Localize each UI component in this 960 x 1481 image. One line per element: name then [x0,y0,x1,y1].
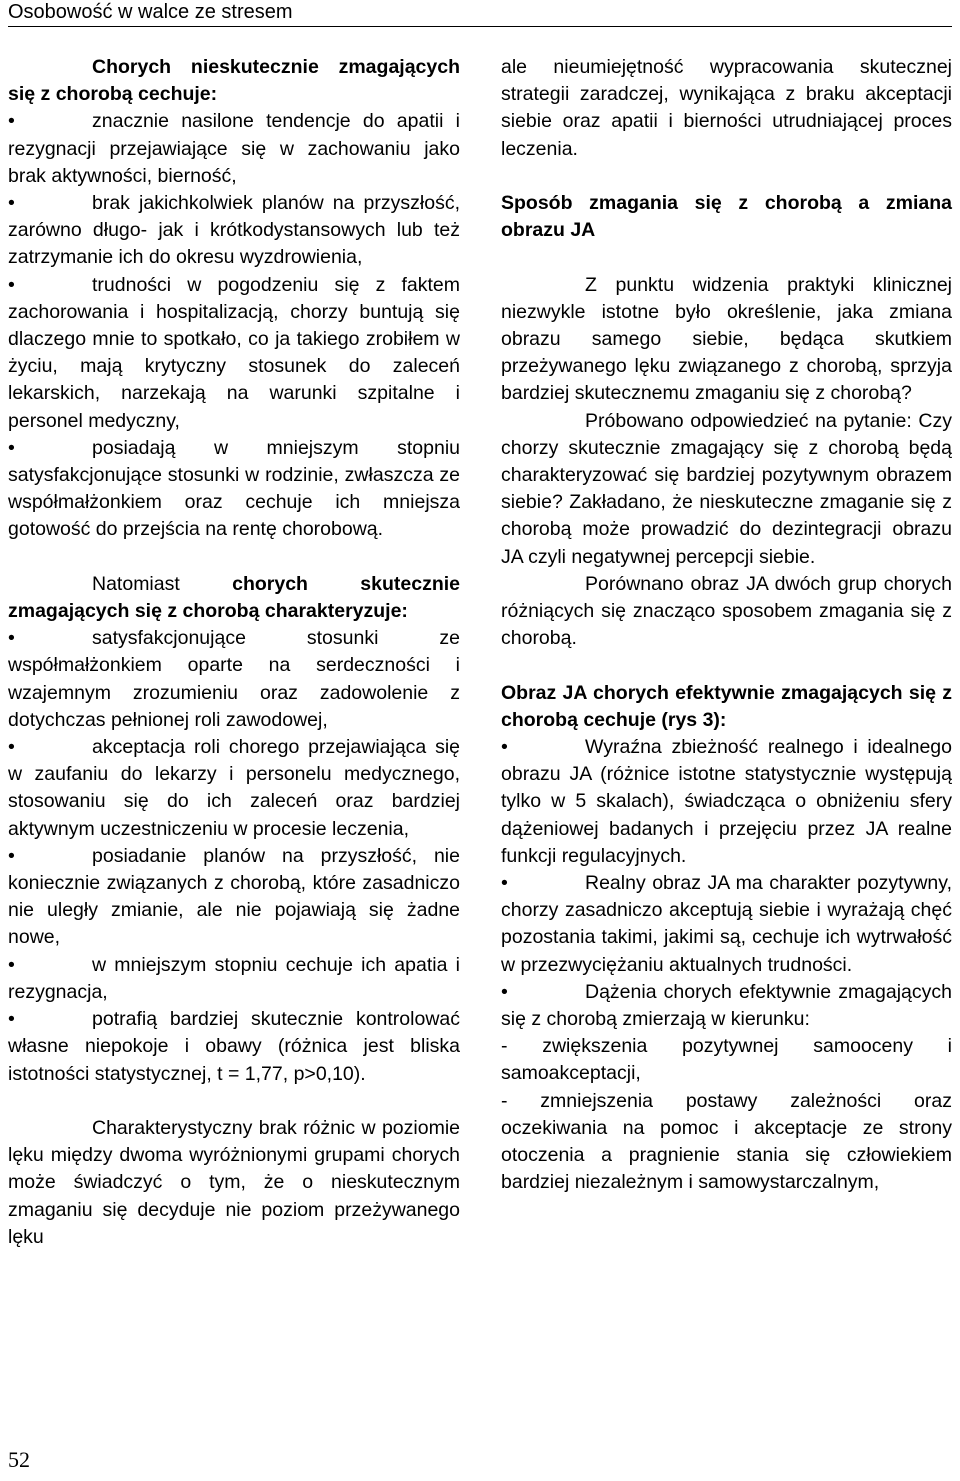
page-number: 52 [8,1447,30,1472]
bullet-icon: • [8,627,15,650]
bullet-icon: • [501,872,508,895]
bullet-icon: • [8,192,15,215]
list-item: • potrafią bardziej skutecznie kontrolować własne niepokoje i obawy (różnica jest bliska istotności statystycznej, t = 1,77, p>0,10). [8,1008,460,1085]
paragraph-continuation: ale nieumiejętność wypracowania skutecznej strategii zaradczej, wynikająca z braku akceptacji siebie oraz apatii i bierności utrudniającej proces leczenia. [501,56,952,160]
list-item: • Wyraźna zbieżność realnego i idealnego obrazu JA (różnice istotne statystycznie występują tylko w 5 skalach), świadcząca o obniżeniu sfery dążeniowej badanych i przejęciu przez JA realne funkcji regulacyjnych. [501,736,952,867]
bullet-icon: • [8,736,15,759]
bullet-icon: • [8,273,15,296]
paragraph-anxiety: Charakterystyczny brak różnic w poziomie lęku między dwoma wyróżnionymi grupami chorych może świadczyć o tym, że o nieskutecznym zmaganiu się decyduje nie poziom przeżywanego lęku [8,1116,460,1248]
list-item: • posiadają w mniejszym stopniu satysfakcjonujące stosunki w rodzinie, zwłaszcza ze współmałżonkiem oraz cechuje ich mniejsza gotowość do przejścia na rentę chorobową. [8,436,460,541]
paragraph-clinical: Z punktu widzenia praktyki klinicznej niezwykle istotne było określenie, jaka zmiana obrazu samego siebie, będąca skutkiem przeżywanego lęku związanego z chorobą, sprzyja bardziej skutecznemu zmaganiu się z chorobą? [501,273,952,405]
list-item: • akceptacja roli chorego przejawiająca się w zaufaniu do lekarzy i personelu medycznego, stosowaniu się do ich zaleceń oraz bardziej aktywnym uczestniczeniu w procesie leczenia, [8,736,460,840]
heading-effective-coping: Natomiast chorych skutecznie zmagających się z chorobą charakteryzuje: [8,572,460,623]
list-item: • w mniejszym stopniu cechuje ich apatia i rezygnacja, [8,953,460,1003]
bullet-icon: • [501,736,508,759]
bullet-icon: • [8,953,15,976]
list-item: • Dążenia chorych efektywnie zmagających się z chorobą zmierzają w kierunku: [501,980,952,1031]
effective-coping-list [8,625,460,1087]
list-item: • satysfakcjonujące stosunki ze współmałżonkiem oparte na serdeczności i wzajemnym zrozumieniu oraz zadowolenie z dotychczas pełnionej roli zawodowej, [8,627,460,731]
bullet-icon: • [8,110,15,133]
bullet-icon: • [8,844,15,867]
right-column [501,54,952,1196]
paragraph-comparison: Porównano obraz JA dwóch grup chorych różniących się znacząco sposobem zmagania się z chorobą. [501,572,952,650]
bullet-icon: • [8,436,15,459]
bullet-icon: • [501,980,508,1003]
section-heading: Sposób zmagania się z chorobą a zmiana obrazu JA [501,192,952,242]
dash-item: - zmniejszenia postawy zależności oraz oczekiwania na pomoc i akceptacje ze strony otoczenia a pragnienie stania się człowiekiem bardziej niezależnym i samowystarczalnym, [501,1089,952,1194]
self-image-list [501,734,952,1033]
ineffective-coping-list [8,108,460,543]
list-item: • brak jakichkolwiek planów na przyszłość, zarówno długo- jak i krótkodystansowych lub też zatrzymanie ich do okresu wyzdrowienia, [8,192,460,269]
running-head: Osobowość w walce ze stresem [8,0,952,27]
list-item: • znacznie nasilone tendencje do apatii i rezygnacji przejawiające się w zachowaniu jako brak aktywności, bierność, [8,110,460,187]
paragraph-question: Próbowano odpowiedzieć na pytanie: Czy chorzy skutecznie zmagający się z chorobą będą charakteryzować się bardziej pozytywnym obrazem siebie? Zakładano, że nieskuteczne zmaganie się z chorobą może prowadzić do dezintegracji obrazu JA czyli negatywnej percepcji siebie. [501,409,952,568]
left-column [8,54,460,1251]
heading-ineffective-coping: Chorych nieskutecznie zmagających się z chorobą cechuje: [8,56,460,106]
dash-item: - zwiększenia pozytywnej samooceny i samoakceptacji, [501,1035,952,1085]
list-item: • Realny obraz JA ma charakter pozytywny, chorzy zasadniczo akceptują siebie i wyrażają chęć pozostania takimi, jakimi są, cechuje ich wytrwałość w przezwyciężaniu aktualnych trudności. [501,872,952,976]
heading-self-image: Obraz JA chorych efektywnie zmagających się z chorobą cechuje (rys 3): [501,681,952,731]
list-item: • trudności w pogodzeniu się z faktem zachorowania i hospitalizacją, chorzy buntują się dlaczego mnie to spotkało, co ja takiego zrobiłem w życiu, mają krytyczny stosunek do zaleceń lekarskich, narzekają na warunki szpitalne i personel medyczny, [8,273,460,432]
list-item: • posiadanie planów na przyszłość, nie koniecznie związanych z chorobą, które zasadniczo nie uległy zmianie, ale nie pojawiają się żadne nowe, [8,844,460,949]
bullet-icon: • [8,1008,15,1031]
